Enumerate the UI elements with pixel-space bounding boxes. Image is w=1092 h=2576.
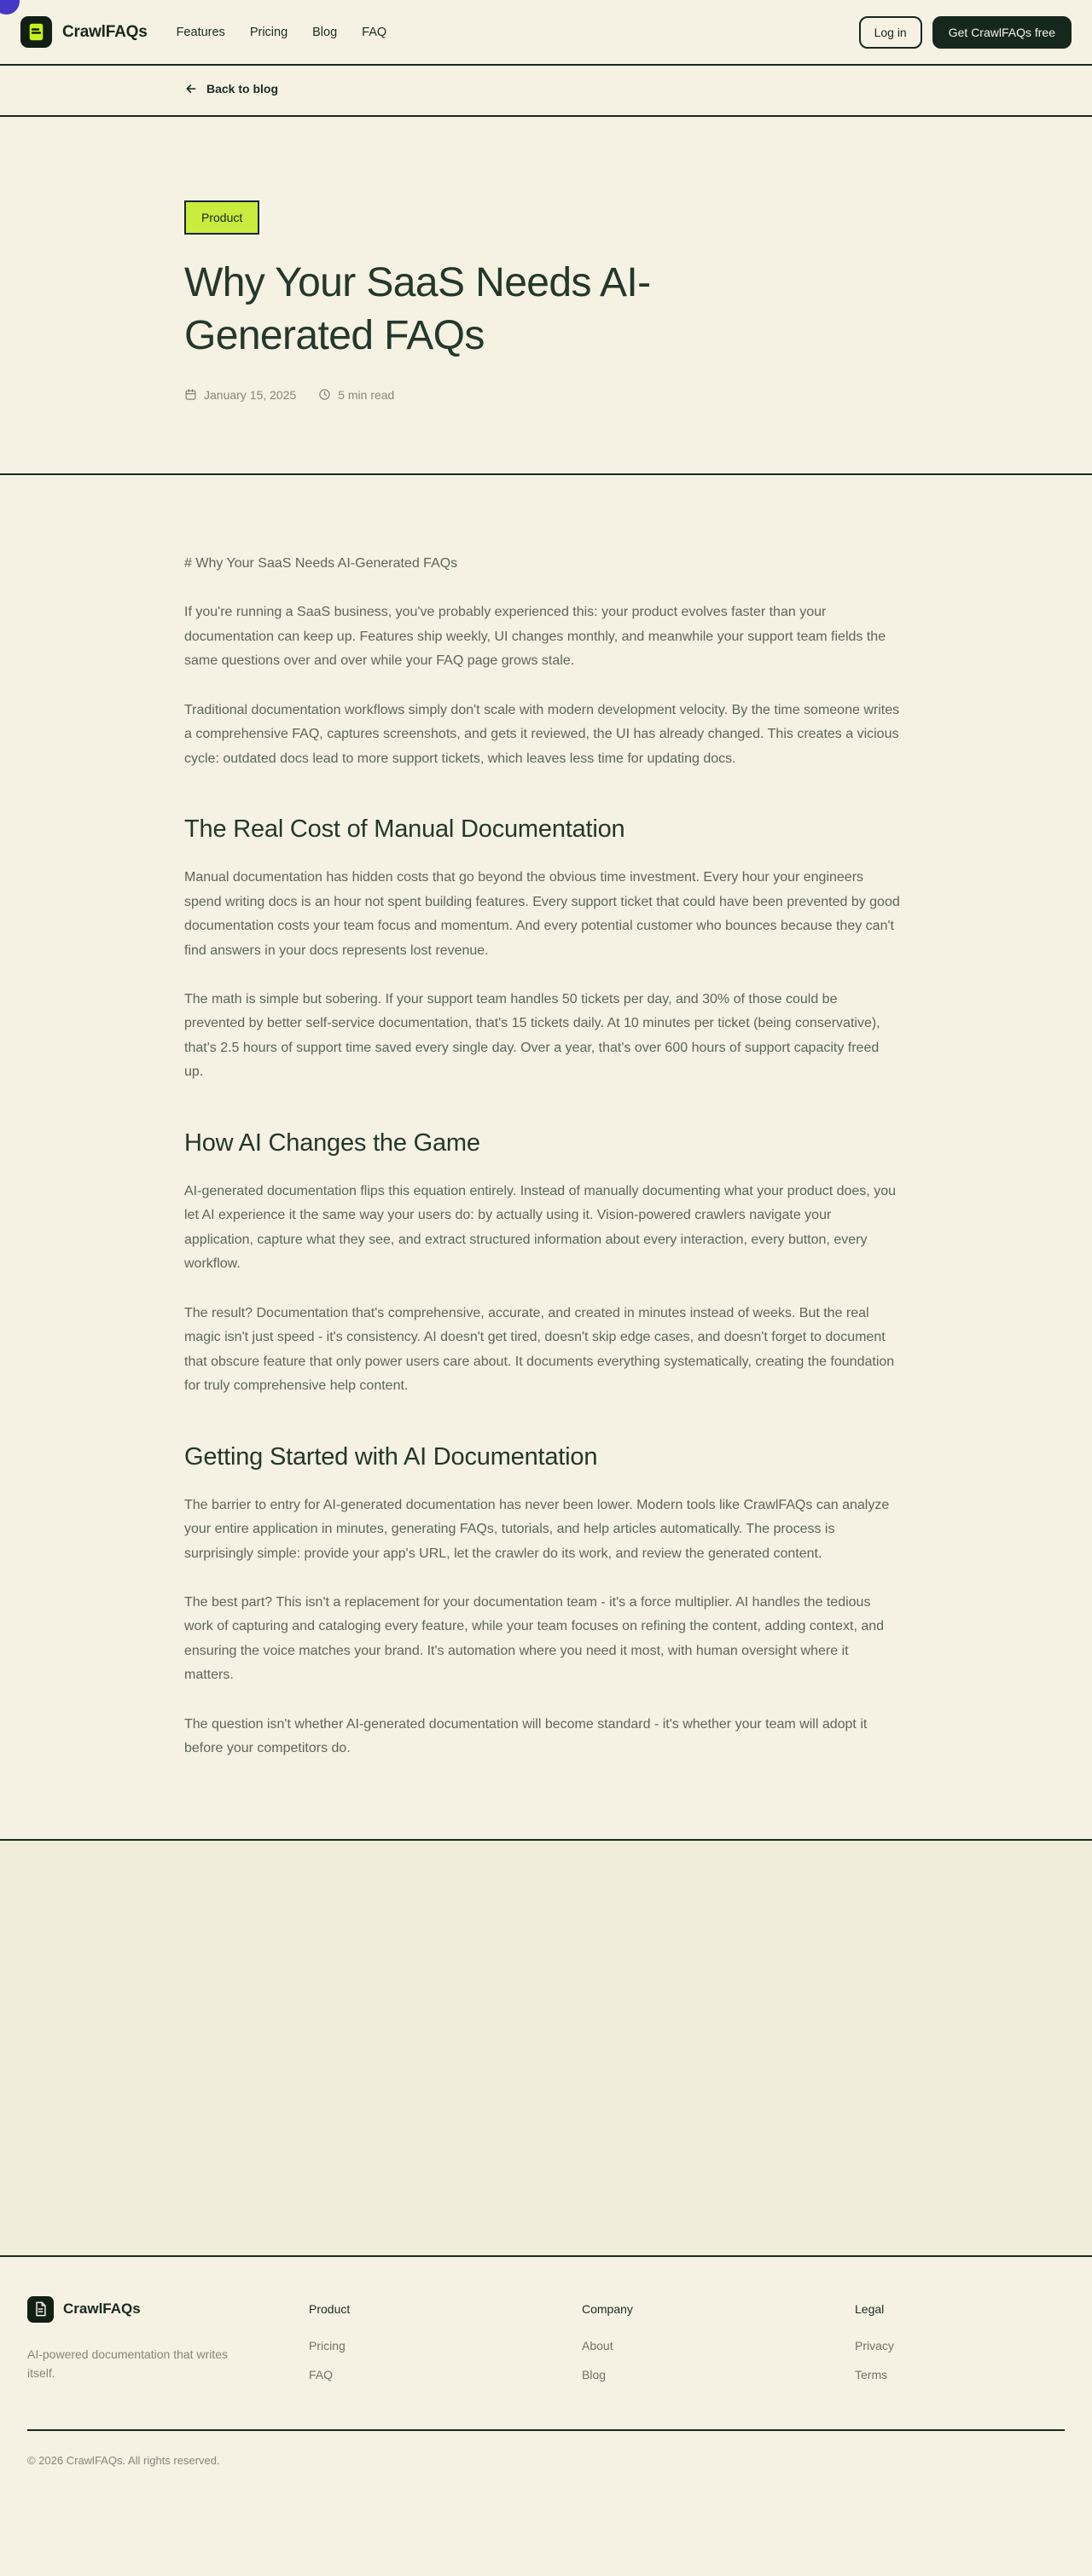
- article-paragraph: The question isn't whether AI-generated documentation will become standard - it's whether your team will adopt it before your competitors do.: [184, 1716, 868, 1756]
- footer-tagline: AI-powered documentation that writes itself.: [27, 2347, 229, 2380]
- footer-document-icon: [34, 2301, 47, 2317]
- article-paragraph: # Why Your SaaS Needs AI-Generated FAQs: [184, 555, 458, 571]
- back-to-blog-link[interactable]: [184, 82, 278, 96]
- signup-button[interactable]: Get CrawlFAQs free: [932, 16, 1072, 49]
- logo-mark: [20, 16, 52, 48]
- copyright-text: © 2026 CrawlFAQs. All rights reserved.: [27, 2453, 220, 2467]
- clock-icon: [318, 388, 331, 401]
- back-bar: [0, 66, 1092, 117]
- article-paragraph: AI-generated documentation flips this equation entirely. Instead of manually documenting what your product does, you let AI experience it the same way your users do: by actually using it. Vision-powered crawlers navigate your application, capture what they see, and extract structured information about every interaction, every button, every workflow.: [184, 1183, 896, 1272]
- footer-logo-mark: [27, 2296, 54, 2323]
- footer-column-title: Legal: [855, 2301, 885, 2316]
- login-button[interactable]: Log in: [859, 16, 922, 49]
- article-section: [0, 475, 1092, 1841]
- footer-link-blog[interactable]: Blog: [582, 2367, 607, 2382]
- nav-actions: [859, 16, 1072, 49]
- arrow-left-icon: [184, 82, 198, 96]
- footer-column-legal: [855, 2296, 1065, 2397]
- post-meta: [184, 388, 908, 402]
- calendar-icon: [184, 388, 197, 401]
- brand-name: CrawlFAQs: [62, 22, 148, 41]
- footer-column-title: Product: [309, 2301, 351, 2316]
- article-paragraph: The best part? This isn't a replacement for your documentation team - it's a force multiplier. AI handles the tedious work of capturing and cataloging every feature, while your team focuses on refining the content, adding context, and ensuring the voice matches your brand. It's automation where you need it most, with human oversight where it matters.: [184, 1595, 885, 1683]
- post-hero: [0, 117, 1092, 475]
- article-paragraph: The math is simple but sobering. If your support team handles 50 tickets per day, and 30% of those could be prevented by better self-service documentation, that's 15 tickets daily. At 10 minutes per ticket (being conservative), that's 2.5 hours of support time saved every single day. Over a year, that's over 600 hours of support capacity freed up.: [184, 991, 880, 1080]
- article-paragraph: The barrier to entry for AI-generated documentation has never been lower. Modern tools like CrawlFAQs can analyze your entire application in minutes, generating FAQs, tutorials, and help articles automatically. The process is surprisingly simple: provide your app's URL, let the crawler do its work, and review the generated content.: [184, 1497, 890, 1561]
- footer-link-pricing[interactable]: Pricing: [309, 2338, 346, 2353]
- footer: [0, 2257, 1092, 2516]
- post-title: Why Your SaaS Needs AI-Generated FAQs: [184, 260, 651, 358]
- post-date: January 15, 2025: [204, 387, 297, 402]
- empty-cta-section: [0, 1841, 1092, 2257]
- footer-link-privacy[interactable]: Privacy: [855, 2338, 894, 2353]
- read-time: 5 min read: [338, 387, 395, 402]
- nav-links: [177, 26, 387, 39]
- footer-grid: [27, 2296, 1065, 2397]
- article-paragraph: Manual documentation has hidden costs that go beyond the obvious time investment. Every hour your engineers spend writing docs is an hour not spent building features. Every support ticket that could have been prevented by good documentation costs your team focus and momentum. And every potential customer who bounces because they can't find answers in your docs represents lost revenue.: [184, 870, 900, 958]
- post-date-item: [184, 388, 296, 402]
- nav-link-pricing[interactable]: Pricing: [249, 25, 288, 39]
- category-badge: Product: [184, 200, 259, 235]
- footer-link-terms[interactable]: Terms: [855, 2367, 888, 2382]
- article-paragraph: If you're running a SaaS business, you've probably experienced this: your product evolves faster than your documentation can keep up. Features ship weekly, UI changes monthly, and meanwhile your support team fields the same questions over and over while your FAQ page grows stale.: [184, 605, 886, 669]
- back-to-blog-label: Back to blog: [206, 81, 279, 96]
- logo-document-icon: [28, 22, 44, 42]
- footer-brand-name: CrawlFAQs: [63, 2300, 141, 2318]
- article-body: [184, 475, 908, 1839]
- brand[interactable]: [20, 16, 148, 48]
- navbar: [0, 0, 1092, 66]
- footer-link-faq[interactable]: FAQ: [309, 2367, 334, 2382]
- article-paragraph: The result? Documentation that's comprehensive, accurate, and created in minutes instead of weeks. But the real magic isn't just speed - it's consistency. AI doesn't get tired, doesn't skip edge cases, and doesn't forget to document that obscure feature that only power users care about. It documents everything systematically, creating the foundation for truly comprehensive help content.: [184, 1305, 895, 1394]
- footer-column-product: [309, 2296, 582, 2397]
- nav-link-features[interactable]: Features: [176, 25, 225, 39]
- nav-link-blog[interactable]: Blog: [312, 25, 338, 39]
- footer-column-title: Company: [582, 2301, 633, 2316]
- footer-column-company: [582, 2296, 855, 2397]
- read-time-item: [318, 388, 394, 402]
- article-paragraph: Traditional documentation workflows simply don't scale with modern development velocity. By the time someone writes a comprehensive FAQ, captures screenshots, and gets it reviewed, the UI has already changed. This creates a vicious cycle: outdated docs lead to more support tickets, which leaves less time for updating docs.: [184, 702, 900, 766]
- article-heading: Getting Started with AI Documentation: [184, 1442, 598, 1471]
- article-heading: The Real Cost of Manual Documentation: [184, 815, 625, 844]
- article-heading: How AI Changes the Game: [184, 1128, 480, 1157]
- footer-brand: [27, 2296, 309, 2397]
- nav-link-faq[interactable]: FAQ: [362, 25, 387, 39]
- footer-link-about[interactable]: About: [582, 2338, 613, 2353]
